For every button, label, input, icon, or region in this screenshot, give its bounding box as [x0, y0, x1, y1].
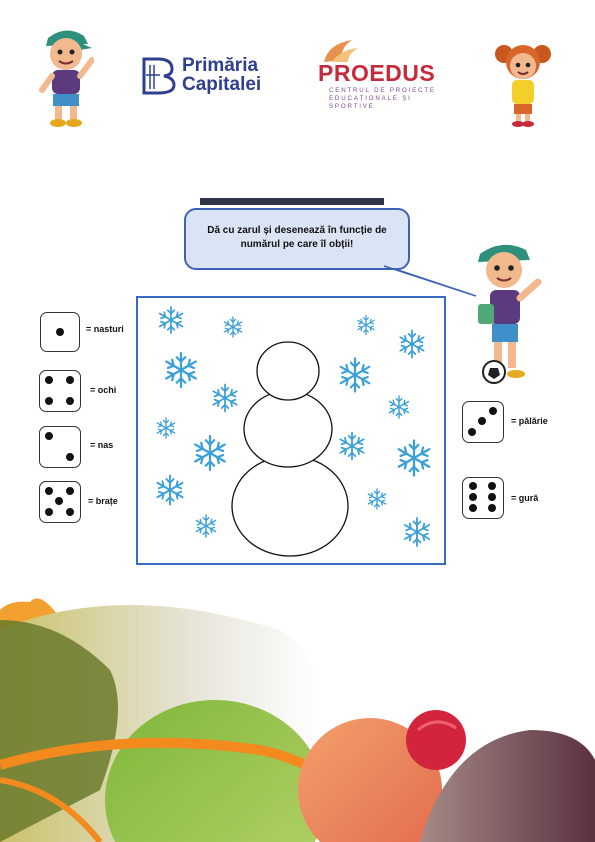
primaria-logo-line1: Primăria	[182, 55, 259, 76]
snowman-outline	[232, 342, 348, 556]
legend-label-six: = gură	[511, 493, 539, 503]
primaria-logo-line2: Capitalei	[182, 74, 262, 95]
snowflake-icon	[157, 476, 182, 505]
proedus-logo-subtitle: CENTRUL DE PROIECTE EDUCAȚIONALE ȘI SPORTIVE	[329, 87, 436, 110]
primaria-capitalei-logo	[140, 55, 261, 95]
legend-label-three: = pălărie	[511, 416, 548, 426]
snowflake-icon	[341, 359, 370, 392]
snowflake-icon	[405, 518, 429, 546]
drawing-area-frame[interactable]	[136, 296, 446, 565]
boy-with-ball-mascot	[470, 238, 556, 391]
snowflake-icon	[368, 489, 385, 509]
snowflake-icon	[340, 433, 363, 460]
dice-icon-four	[39, 370, 81, 412]
legend-label-four: = ochi	[90, 385, 117, 395]
dice-icon-two	[39, 426, 81, 468]
dice-icon-six	[462, 477, 504, 519]
snowflake-icon	[399, 441, 429, 476]
snowflake-icon	[389, 396, 408, 418]
snowflake-icon	[195, 436, 225, 470]
snowflake-icon	[166, 353, 196, 387]
legend-label-five: = brațe	[88, 496, 118, 506]
proedus-logo-name: PROEDUS	[318, 60, 436, 86]
dice-icon-one	[40, 312, 80, 352]
primaria-emblem-icon	[140, 55, 176, 95]
decorative-footer-shapes	[0, 590, 595, 842]
boy-mascot-top-left	[38, 24, 94, 133]
legend-label-one: = nasturi	[86, 324, 124, 334]
snowflake-icon	[224, 317, 241, 337]
instruction-speech-bubble	[184, 208, 410, 270]
snowflake-icon	[400, 331, 423, 358]
title-bar-divider	[200, 198, 384, 205]
snowflake-icon	[160, 307, 183, 333]
snowflake-icon	[196, 515, 215, 537]
snowflake-icon	[157, 418, 174, 438]
dice-icon-five	[39, 481, 81, 523]
girl-mascot-top-right	[490, 38, 556, 133]
instruction-text: Dă cu zarul și desenează în funcție de numărul pe care îl obții!	[207, 225, 387, 250]
legend-label-two: = nas	[90, 440, 114, 450]
dice-icon-three	[462, 401, 504, 443]
snowflake-icon	[358, 316, 375, 335]
snowflake-icon	[213, 385, 236, 412]
